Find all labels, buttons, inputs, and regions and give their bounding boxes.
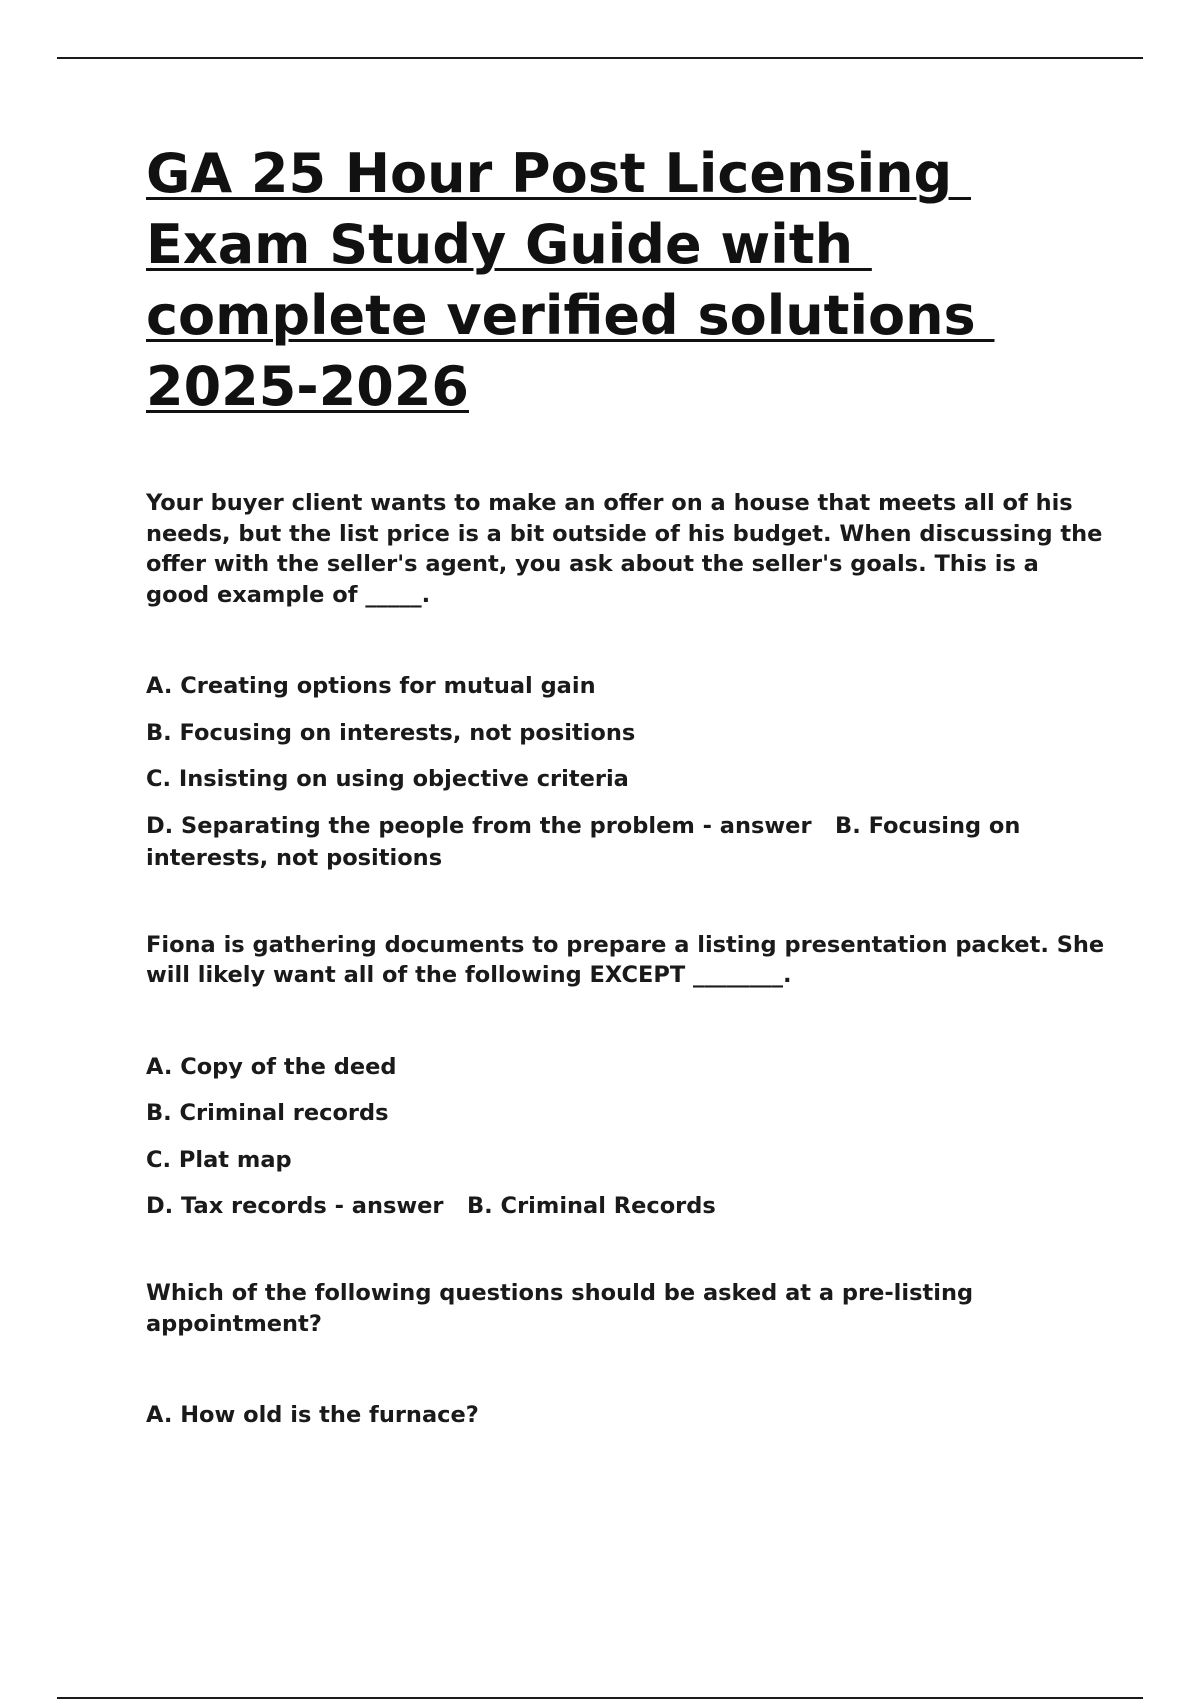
title-line: Exam Study Guide with (146, 213, 872, 276)
question-3-text: Which of the following questions should be asked at a pre-listing appointment? (146, 1280, 974, 1337)
bottom-rule (57, 1697, 1143, 1699)
question-2-text: Fiona is gathering documents to prepare a listing presentation packet. She will likely want all of the following EXCEPT ________. (146, 931, 1105, 988)
question-1-options (146, 670, 1106, 874)
option-c: C. Insisting on using objective criteria (146, 766, 629, 792)
question-3-options (146, 1399, 1106, 1431)
option-d: D. Tax records (146, 1193, 327, 1219)
option-a: A. Creating options for mutual gain (146, 673, 596, 699)
answer-text: B. Focusing on interests, not positions (146, 812, 1021, 871)
option-d-with-answer (146, 810, 1106, 874)
document-body (146, 138, 1106, 1431)
option-b: B. Criminal records (146, 1100, 389, 1126)
question-1-text: Your buyer client wants to make an offer on a house that meets all of his needs, but the list price is a bit outside of his budget. When discussing the offer with the seller's agent, you ask about the seller's goals. This is a good example of _____. (146, 490, 1103, 608)
answer-text: B. Criminal Records (467, 1193, 716, 1219)
option-d: D. Separating the people from the problem (146, 812, 695, 839)
top-rule (57, 57, 1143, 59)
question-2-options (146, 1051, 1106, 1223)
option-b: B. Focusing on interests, not positions (146, 719, 636, 746)
answer-label: - answer (694, 812, 836, 839)
title-line: GA 25 Hour Post Licensing (146, 142, 972, 205)
document-title (146, 138, 1106, 422)
option-a: A. How old is the furnace? (146, 1402, 479, 1428)
option-d-with-answer (146, 1190, 1106, 1222)
answer-label: - answer (326, 1193, 468, 1219)
option-c: C. Plat map (146, 1146, 292, 1173)
title-line: 2025-2026 (146, 355, 469, 418)
title-line: complete verified solutions (146, 284, 995, 347)
option-a: A. Copy of the deed (146, 1053, 397, 1080)
